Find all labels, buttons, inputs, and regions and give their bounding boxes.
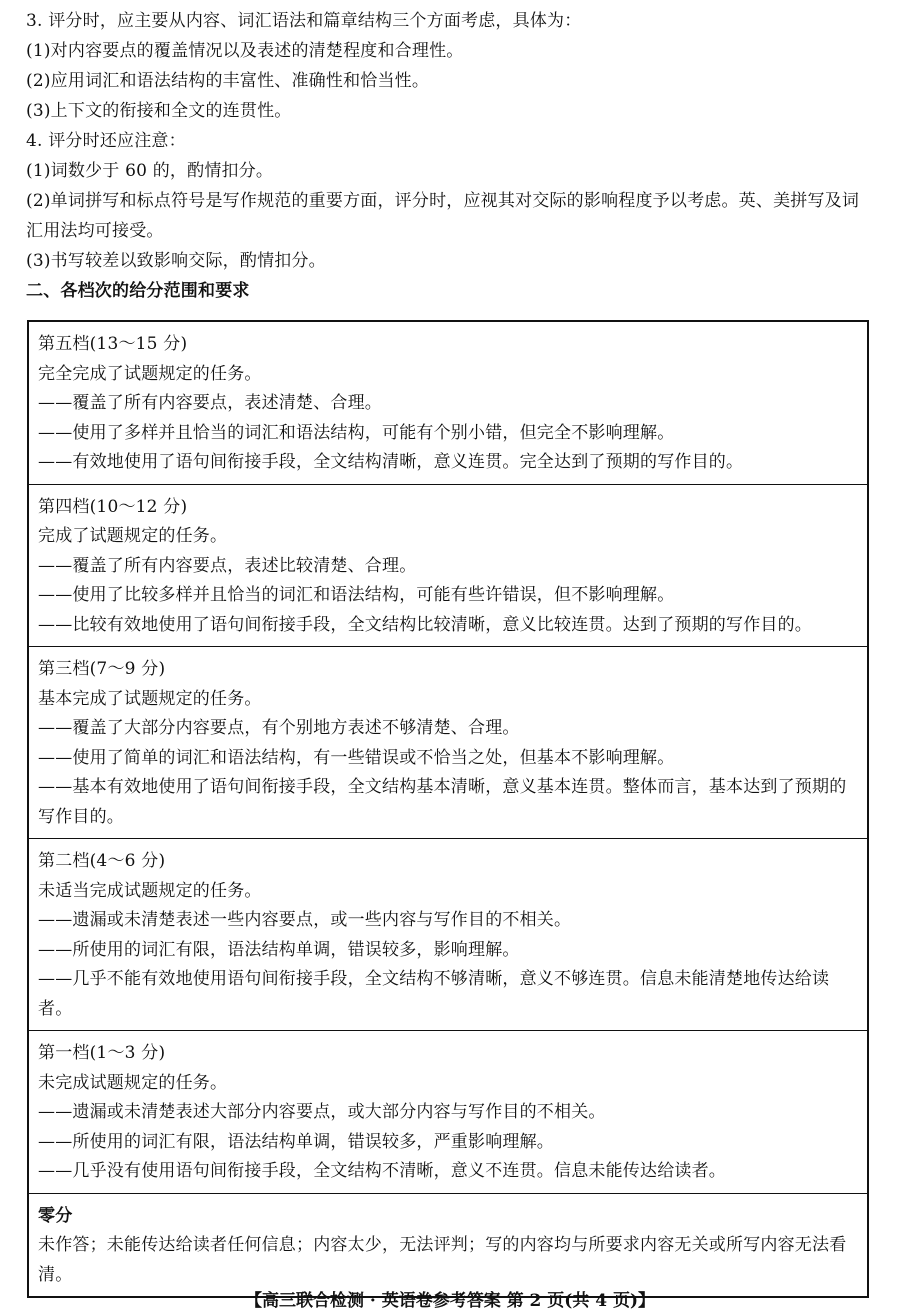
note-line: (3)上下文的衔接和全文的连贯性。 bbox=[26, 101, 292, 121]
band-title: 第二档(4～6 分) bbox=[38, 851, 166, 871]
note-line: (2)单词拼写和标点符号是写作规范的重要方面，评分时，应视其对交际的影响程度予以考虑。英、美拼写及词汇用法均可接受。 bbox=[26, 191, 860, 241]
band-point: ——几乎没有使用语句间衔接手段，全文结构不清晰，意义不连贯。信息未能传达给读者。 bbox=[38, 1161, 726, 1181]
band-point: ——覆盖了所有内容要点，表述比较清楚、合理。 bbox=[38, 555, 417, 576]
band-point: ——遗漏或未清楚表述一些内容要点，或一些内容与写作目的不相关。 bbox=[38, 910, 572, 930]
band-title: 第三档(7～9 分) bbox=[38, 659, 166, 679]
note-line: (3)书写较差以致影响交际，酌情扣分。 bbox=[26, 251, 326, 271]
band-summary: 完成了试题规定的任务。 bbox=[38, 526, 228, 546]
band-1 bbox=[29, 1031, 867, 1194]
band-title: 第四档(10～12 分) bbox=[38, 496, 188, 517]
note-line: (2)应用词汇和语法结构的丰富性、准确性和恰当性。 bbox=[26, 71, 430, 91]
page-footer: 【高三联合检测 · 英语卷参考答案 第 2 页(共 4 页)】 bbox=[244, 1291, 656, 1311]
band-summary: 未作答；未能传达给读者任何信息；内容太少，无法评判；写的内容均与所要求内容无关或所写内容无法看清。 bbox=[38, 1235, 847, 1285]
note-line: 3. 评分时，应主要从内容、词汇语法和篇章结构三个方面考虑，具体为： bbox=[26, 11, 582, 31]
band-point: ——使用了比较多样并且恰当的词汇和语法结构，可能有些许错误，但不影响理解。 bbox=[38, 585, 675, 605]
band-title: 第五档(13～15 分) bbox=[38, 334, 188, 354]
band-0 bbox=[29, 1194, 867, 1297]
band-title: 零分 bbox=[38, 1205, 73, 1226]
band-point: ——覆盖了大部分内容要点，有个别地方表述不够清楚、合理。 bbox=[38, 718, 520, 738]
band-point: ——所使用的词汇有限，语法结构单调，错误较多，影响理解。 bbox=[38, 939, 520, 960]
grading-bands-table bbox=[27, 320, 869, 1298]
band-5 bbox=[29, 322, 867, 485]
band-point: ——所使用的词汇有限，语法结构单调，错误较多，严重影响理解。 bbox=[38, 1131, 554, 1152]
band-summary: 未完成试题规定的任务。 bbox=[38, 1072, 228, 1093]
band-point: ——几乎不能有效地使用语句间衔接手段，全文结构不够清晰，意义不够连贯。信息未能清楚地传达给读者。 bbox=[38, 969, 830, 1019]
band-point: ——使用了多样并且恰当的词汇和语法结构，可能有个别小错，但完全不影响理解。 bbox=[38, 422, 675, 443]
scoring-notes bbox=[26, 6, 876, 306]
band-point: ——有效地使用了语句间衔接手段，全文结构清晰，意义连贯。完全达到了预期的写作目的。 bbox=[38, 452, 744, 472]
note-line: (1)对内容要点的覆盖情况以及表述的清楚程度和合理性。 bbox=[26, 41, 464, 61]
band-summary: 未适当完成试题规定的任务。 bbox=[38, 880, 262, 901]
section-heading: 二、各档次的给分范围和要求 bbox=[26, 281, 250, 301]
note-line: 4. 评分时还应注意： bbox=[26, 131, 186, 151]
band-3 bbox=[29, 647, 867, 839]
band-point: ——比较有效地使用了语句间衔接手段，全文结构比较清晰，意义比较连贯。达到了预期的写作目的。 bbox=[38, 614, 812, 635]
band-point: ——使用了简单的词汇和语法结构，有一些错误或不恰当之处，但基本不影响理解。 bbox=[38, 747, 675, 768]
band-4 bbox=[29, 485, 867, 648]
band-point: ——基本有效地使用了语句间衔接手段，全文结构基本清晰，意义基本连贯。整体而言，基本达到了预期的写作目的。 bbox=[38, 777, 847, 827]
band-point: ——遗漏或未清楚表述大部分内容要点，或大部分内容与写作目的不相关。 bbox=[38, 1102, 606, 1122]
band-2 bbox=[29, 839, 867, 1031]
band-summary: 基本完成了试题规定的任务。 bbox=[38, 688, 262, 709]
note-line: (1)词数少于 60 的，酌情扣分。 bbox=[26, 161, 274, 181]
band-summary: 完全完成了试题规定的任务。 bbox=[38, 363, 262, 384]
band-title: 第一档(1～3 分) bbox=[38, 1043, 166, 1063]
band-point: ——覆盖了所有内容要点，表述清楚、合理。 bbox=[38, 393, 382, 413]
